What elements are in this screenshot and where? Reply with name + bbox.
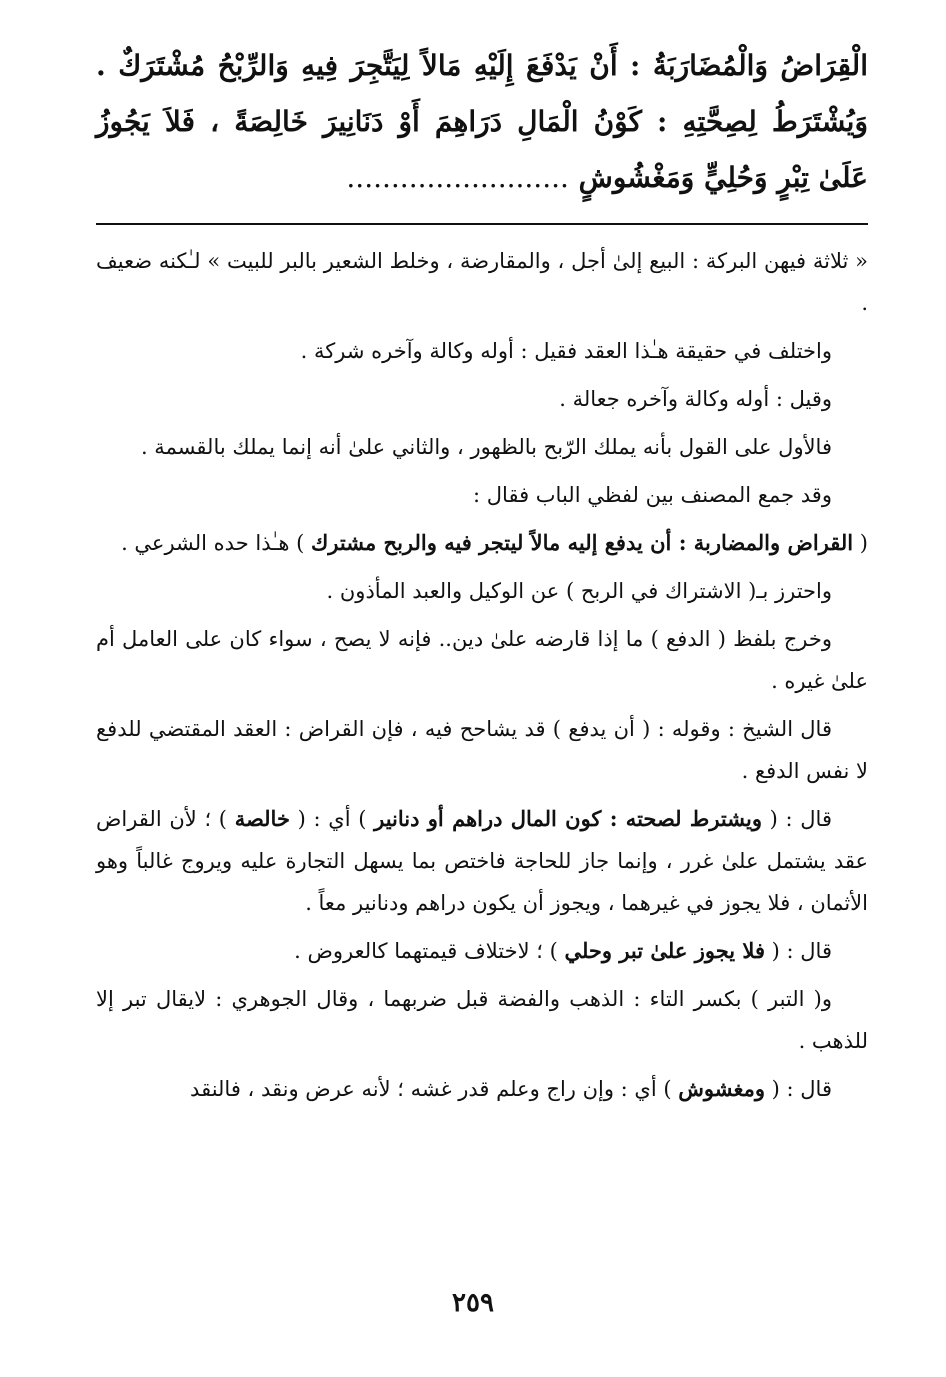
commentary-paragraph-11 (96, 930, 868, 972)
quoted-matn: ويشترط لصحته : كون المال دراهم أو دنانير (374, 806, 762, 831)
commentary-section (96, 240, 868, 1116)
quoted-matn: ومغشوش (678, 1076, 765, 1101)
commentary-paragraph-4: فالأول على القول بأنه يملك الرّبح بالظهور ، والثاني علىٰ أنه إنما يملك بالقسمة . (140, 435, 832, 459)
paragraph-lead: قال : ( (765, 939, 832, 963)
paragraph-rest: ) ؛ لاختلاف قيمتهما كالعروض . (294, 939, 565, 963)
paragraph-mid: ) أي : ( (289, 807, 375, 831)
quoted-matn: القراض والمضاربة : أن يدفع إليه مالاً ليتجر فيه والربح مشترك (311, 530, 854, 555)
commentary-paragraph-8: وخرج بلفظ ( الدفع ) ما إذا قارضه علىٰ دين.. فإنه لا يصح ، سواء كان على العامل أم علىٰ غيره . (96, 627, 868, 693)
commentary-paragraph-10 (96, 798, 868, 924)
commentary-paragraph-7: واحترز بـ( الاشتراك في الربح ) عن الوكيل والعبد المأذون . (326, 579, 832, 603)
paragraph-rest: ) ؛ لأن القراض عقد يشتمل علىٰ غرر ، وإنما جاز للحاجة فاختص بما يسهل التجارة عليه ويروج غالباً وهو الأثمان ، فلا يجوز في غيرهما ، ويجوز أن يكون دراهم ودنانير معاً . (96, 807, 868, 915)
quoted-matn-2: خالصة (234, 806, 290, 831)
matn-text (96, 38, 868, 206)
commentary-paragraph-9: قال الشيخ : وقوله : ( أن يدفع ) قد يشاحح فيه ، فإن القراض : العقد المقتضي للدفع لا نفس الدفع . (96, 717, 868, 783)
matn-section (96, 38, 868, 206)
quoted-matn: فلا يجوز علىٰ تبر وحلي (564, 938, 765, 963)
paragraph-lead: قال : ( (765, 1077, 832, 1101)
commentary-paragraph-1: « ثلاثة فيهن البركة : البيع إلىٰ أجل ، والمقارضة ، وخلط الشعير بالبر للبيت » لـٰكنه ضعيف . (96, 249, 868, 315)
commentary-paragraph-13 (96, 1068, 868, 1110)
page-number: ٢٥٩ (452, 1288, 494, 1318)
matn-body: الْقِرَاضُ وَالْمُضَارَبَةُ : أَنْ يَدْفَعَ إِلَيْهِ مَالاً لِيَتَّجِرَ فِيهِ وَالرِّبْحُ مُشْتَرَكٌ . وَيُشْتَرَطُ لِصِحَّتِهِ : كَوْنُ الْمَالِ دَرَاهِمَ أَوْ دَنَانِيرَ خَالِصَةً ، فَلاَ يَجُوزُ عَلَىٰ تِبْرٍ وَحُلِيٍّ وَمَغْشُوشٍ (96, 49, 868, 194)
paragraph-lead: قال : ( (761, 807, 832, 831)
commentary-paragraph-5: وقد جمع المصنف بين لفظي الباب فقال : (473, 483, 832, 507)
separator-line (96, 223, 868, 225)
commentary-paragraph-2: واختلف في حقيقة هـٰذا العقد فقيل : أوله وكالة وآخره شركة . (300, 339, 832, 363)
commentary-paragraph-6 (96, 522, 868, 564)
paragraph-rest: ) هـٰذا حده الشرعي . (121, 531, 311, 555)
commentary-paragraph-12: و( التبر ) بكسر التاء : الذهب والفضة قبل ضربهما ، وقال الجوهري : لايقال تبر إلا للذهب . (96, 987, 868, 1053)
paragraph-rest: ) أي : وإن راج وعلم قدر غشه ؛ لأنه عرض ونقد ، فالنقد (190, 1077, 679, 1101)
commentary-paragraph-3: وقيل : أوله وكالة وآخره جعالة . (559, 387, 832, 411)
bracket-open: ( (853, 531, 868, 555)
matn-dots: ......................... (346, 161, 569, 194)
